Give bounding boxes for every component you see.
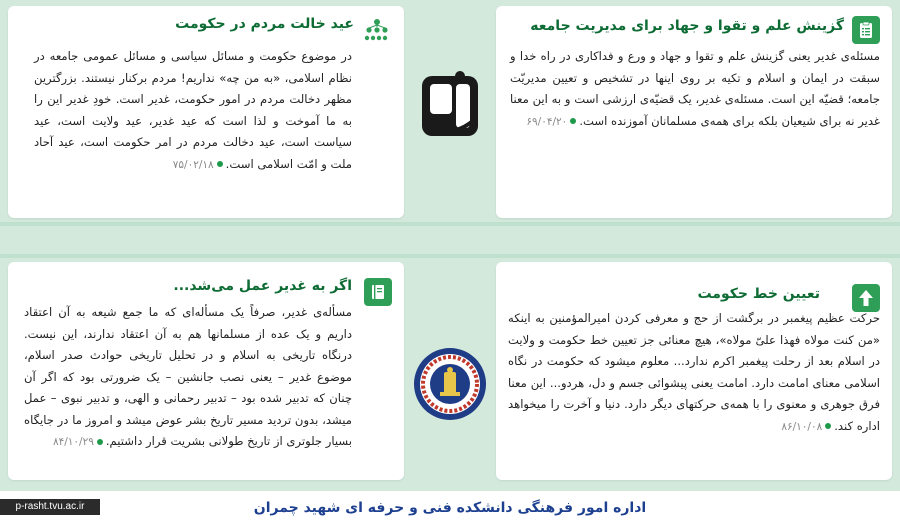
card-government-line: [496, 262, 892, 480]
card-body-text: مسئله‌ی غدیر یعنی گزینش علم و تقوا و جهاد و ورع و فداکاری در راه خدا و سبقت در ایمان و اسلام و تکیه بر روی اینها در تشخیص و تعیین مدیریّت جامعه؛ قضیّه این است. مسئله‌ی غدیر، یک قضیّه‌ی ارزشی است و به این معنا غدیر نه برای شیعیان بلکه برای همه‌ی مسلمانان آموزنده است.: [510, 49, 880, 128]
card-body: [508, 308, 880, 438]
bullet-dot: [217, 161, 223, 167]
college-emblem: [412, 346, 488, 422]
card-date: ۶۹/۰۴/۲۰: [526, 115, 568, 128]
college-emblem-mark: [412, 346, 488, 422]
bullet-dot: [825, 423, 831, 429]
card-date: ۸۶/۱۰/۰۸: [781, 420, 823, 433]
book-icon: [364, 278, 392, 306]
card-body-text: مسأله‌ی غدیر، صرفاً یک مسأله‌ای که ما جمع شیعه به آن اعتقاد داریم و یک عده از مسلمانها هم به آن اعتقاد ندارند، این نیست. درنگاه تاریخی به اسلام و در تحلیل تاریخی حوادث صدر اسلام، موضوع غدیر – یعنی نصب جانشین – یک ضرورتی بود که اگر آن چنان که تدبیر شده بود – تدبیر رحمانی و الهی، و تدبیر نبوی – عمل میشد، بدون تردید مسیر تاریخ بشر عوض میشد و امروز ما در جایگاه بسیار جلوتری از تاریخ طولانی بشریت قرار داشتیم.: [24, 305, 352, 448]
card-body: [510, 46, 880, 133]
card-body-text: حرکت عظیم پیغمبر در برگشت از حج و معرفی کردن امیرالمؤمنین به اینکه «من کنت مولاه فهذا علیّ مولاه»، هیچ معنائی جز تعیین خط حکومت و ولایت در اسلام بعد از رحلت پیغمبر اکرم ندارد... معلوم میشود که حکومت در نگاه اسلامی معنای امامت دارد. امامت یعنی پیشوائی جسم و دل، هردو... این معنا فرق جوهری و معنوی را با همه‌ی حرکتهای دیگر دارد. دنیا و آخرت را میخواهد اداره کند.: [508, 311, 880, 433]
card-date: ۷۵/۰۲/۱۸: [172, 158, 214, 171]
footer-bar: [0, 491, 900, 525]
clipboard-list-icon: [852, 16, 880, 44]
card-select-knowledge: [496, 6, 892, 218]
divider-stripe: [0, 222, 900, 226]
card-title: گزینش علم و تقوا و جهاد برای مدیریت جامعه: [530, 18, 844, 34]
people-network-icon: [364, 18, 390, 46]
card-body-text: در موضوع حکومت و مسائل سیاسی و مسائل عمومی جامعه در نظام اسلامی، «به من چه» نداریم! مردم برکنار نیستند. بزرگترین مظهر دخالت مردم در امور حکومت، غدیر است. خودِ غدیر این را به ما آموخت و لذا است که عید غدیر، عید ولایت است، عید سیاست است، عید دخالت مردم در امر حکومت است، عید آحاد ملت و امّت اسلامی است.: [34, 49, 352, 171]
university-logo: [404, 62, 496, 154]
card-if-ghadir-applied: [8, 262, 404, 480]
bullet-dot: [97, 439, 103, 445]
card-title: اگر به غدیر عمل می‌شد...: [173, 278, 352, 294]
divider-stripe: [0, 254, 900, 258]
website-url[interactable]: p-rasht.tvu.ac.ir: [0, 499, 100, 515]
footer-title: اداره امور فرهنگی دانشکده فنی و حرفه ای شهید چمران: [253, 500, 647, 516]
card-title: عید خالت مردم در حکومت: [175, 16, 354, 32]
card-date: ۸۴/۱۰/۲۹: [52, 436, 94, 448]
bullet-dot: [570, 118, 576, 124]
card-body: [34, 46, 352, 176]
card-people-participation: [8, 6, 404, 218]
university-logo-mark: [404, 62, 496, 154]
card-title: تعیین خط حکومت: [697, 286, 820, 302]
card-body: [24, 302, 352, 454]
